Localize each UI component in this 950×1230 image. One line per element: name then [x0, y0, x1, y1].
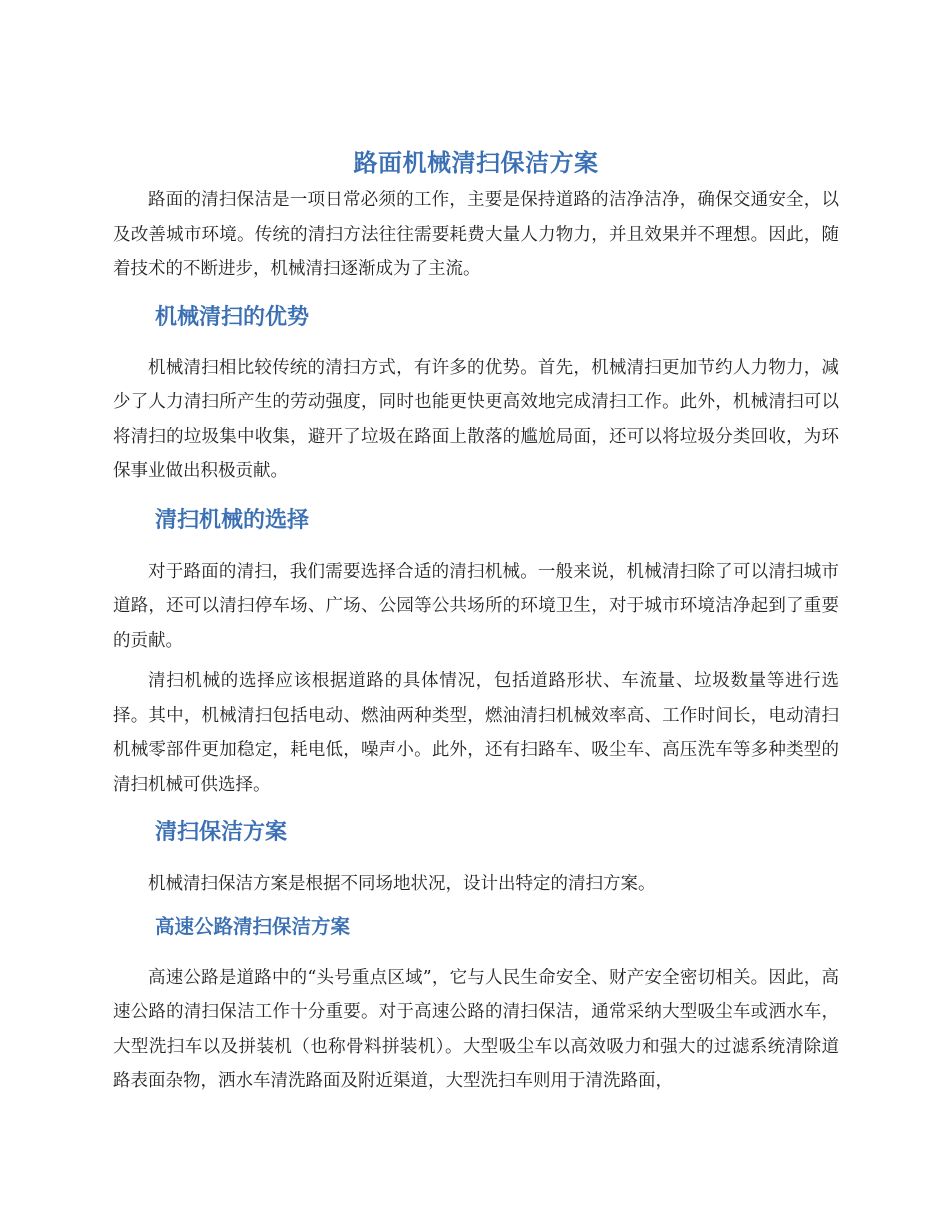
intro-paragraph: 路面的清扫保洁是一项日常必须的工作，主要是保持道路的洁净洁净，确保交通安全，以及改善城市环境。传统的清扫方法往往需要耗费大量人力物力，并且效果并不理想。因此，随着技术的不断进步，机械清扫逐渐成为了主流。 — [113, 190, 839, 279]
document-title: 路面机械清扫保洁方案 — [353, 149, 599, 177]
section-heading-selection: 清扫机械的选择 — [155, 507, 310, 533]
advantages-paragraph: 机械清扫相比较传统的清扫方式，有许多的优势。首先，机械清扫更加节约人力物力，减少了人力清扫所产生的劳动强度，同时也能更快更高效地完成清扫工作。此外，机械清扫可以将清扫的垃圾集中收集，避开了垃圾在路面上散落的尴尬局面，还可以将垃圾分类回收，为环保事业做出积极贡献。 — [113, 357, 839, 481]
selection-paragraph-2: 清扫机械的选择应该根据道路的具体情况，包括道路形状、车流量、垃圾数量等进行选择。其中，机械清扫包括电动、燃油两种类型，燃油清扫机械效率高、工作时间长，电动清扫机械零部件更加稳定，耗电低，噪声小。此外，还有扫路车、吸尘车、高压洗车等多种类型的清扫机械可供选择。 — [113, 671, 839, 795]
section-heading-plan: 清扫保洁方案 — [155, 820, 288, 845]
plan-paragraph: 机械清扫保洁方案是根据不同场地状况，设计出特定的清扫方案。 — [148, 874, 656, 894]
selection-paragraph-1: 对于路面的清扫，我们需要选择合适的清扫机械。一般来说，机械清扫除了可以清扫城市道路，还可以清扫停车场、广场、公园等公共场所的环境卫生，对于城市环境洁净起到了重要的贡献。 — [113, 561, 839, 651]
highway-paragraph: 高速公路是道路中的“头号重点区域”，它与人民生命安全、财产安全密切相关。因此，高速公路的清扫保洁工作十分重要。对于高速公路的清扫保洁，通常采纳大型吸尘车或洒水车，大型洗扫车以及拼装机（也称骨料拼装机）。大型吸尘车以高效吸力和强大的过滤系统清除道路表面杂物，洒水车清洗路面及附近渠道，大型洗扫车则用于清洗路面， — [113, 967, 839, 1091]
document-body — [113, 148, 839, 1099]
section-heading-advantages: 机械清扫的优势 — [155, 304, 310, 330]
subsection-heading-highway: 高速公路清扫保洁方案 — [155, 914, 351, 938]
